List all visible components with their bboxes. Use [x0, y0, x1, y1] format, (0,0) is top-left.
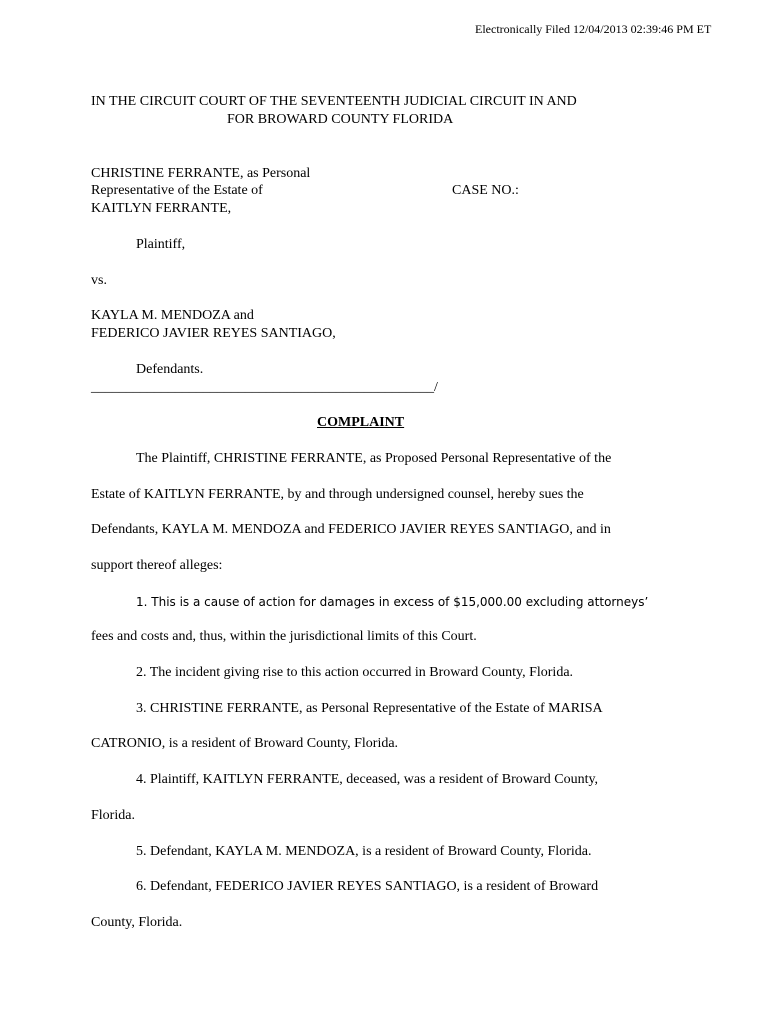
paragraph-3-line-2: CATRONIO, is a resident of Broward County, Florida. [91, 736, 399, 751]
paragraph-1-line-2: fees and costs and, thus, within the jurisdictional limits of this Court. [91, 629, 477, 644]
paragraph-6-line-1: 6. Defendant, FEDERICO JAVIER REYES SANTIAGO, is a resident of Broward [136, 879, 599, 894]
intro-line: support thereof alleges: [91, 558, 223, 573]
versus: vs. [91, 273, 107, 288]
plaintiff-caption-line: KAITLYN FERRANTE, [91, 201, 232, 216]
paragraph-4-line-2: Florida. [91, 808, 135, 823]
intro-line: Defendants, KAYLA M. MENDOZA and FEDERICO JAVIER REYES SANTIAGO, and in [91, 522, 611, 537]
defendant-caption-line: KAYLA M. MENDOZA and [91, 308, 254, 323]
paragraph-5: 5. Defendant, KAYLA M. MENDOZA, is a resident of Broward County, Florida. [136, 844, 592, 859]
paragraph-6-line-2: County, Florida. [91, 915, 183, 930]
intro-line: The Plaintiff, CHRISTINE FERRANTE, as Proposed Personal Representative of the [136, 451, 612, 466]
defendant-role: Defendants. [136, 362, 204, 377]
caption-separator: _________________________________________________/ [91, 380, 438, 395]
plaintiff-caption-line: Representative of the Estate of [91, 183, 263, 198]
plaintiff-role: Plaintiff, [136, 237, 186, 252]
intro-line: Estate of KAITLYN FERRANTE, by and through undersigned counsel, hereby sues the [91, 487, 584, 502]
case-number-label: CASE NO.: [452, 183, 519, 198]
court-heading-line-2: FOR BROWARD COUNTY FLORIDA [227, 112, 454, 127]
court-heading-line-1: IN THE CIRCUIT COURT OF THE SEVENTEENTH JUDICIAL CIRCUIT IN AND [91, 94, 577, 109]
paragraph-3-line-1: 3. CHRISTINE FERRANTE, as Personal Representative of the Estate of MARISA [136, 701, 603, 716]
defendant-caption-line: FEDERICO JAVIER REYES SANTIAGO, [91, 326, 336, 341]
document-title: COMPLAINT [317, 415, 405, 430]
paragraph-1-line-1: 1. This is a cause of action for damages in excess of $15,000.00 excluding attorneys’ [136, 595, 649, 609]
plaintiff-caption-line: CHRISTINE FERRANTE, as Personal [91, 166, 311, 181]
paragraph-2: 2. The incident giving rise to this action occurred in Broward County, Florida. [136, 665, 574, 680]
filing-stamp: Electronically Filed 12/04/2013 02:39:46 PM ET [475, 22, 712, 36]
paragraph-4-line-1: 4. Plaintiff, KAITLYN FERRANTE, deceased, was a resident of Broward County, [136, 772, 599, 787]
